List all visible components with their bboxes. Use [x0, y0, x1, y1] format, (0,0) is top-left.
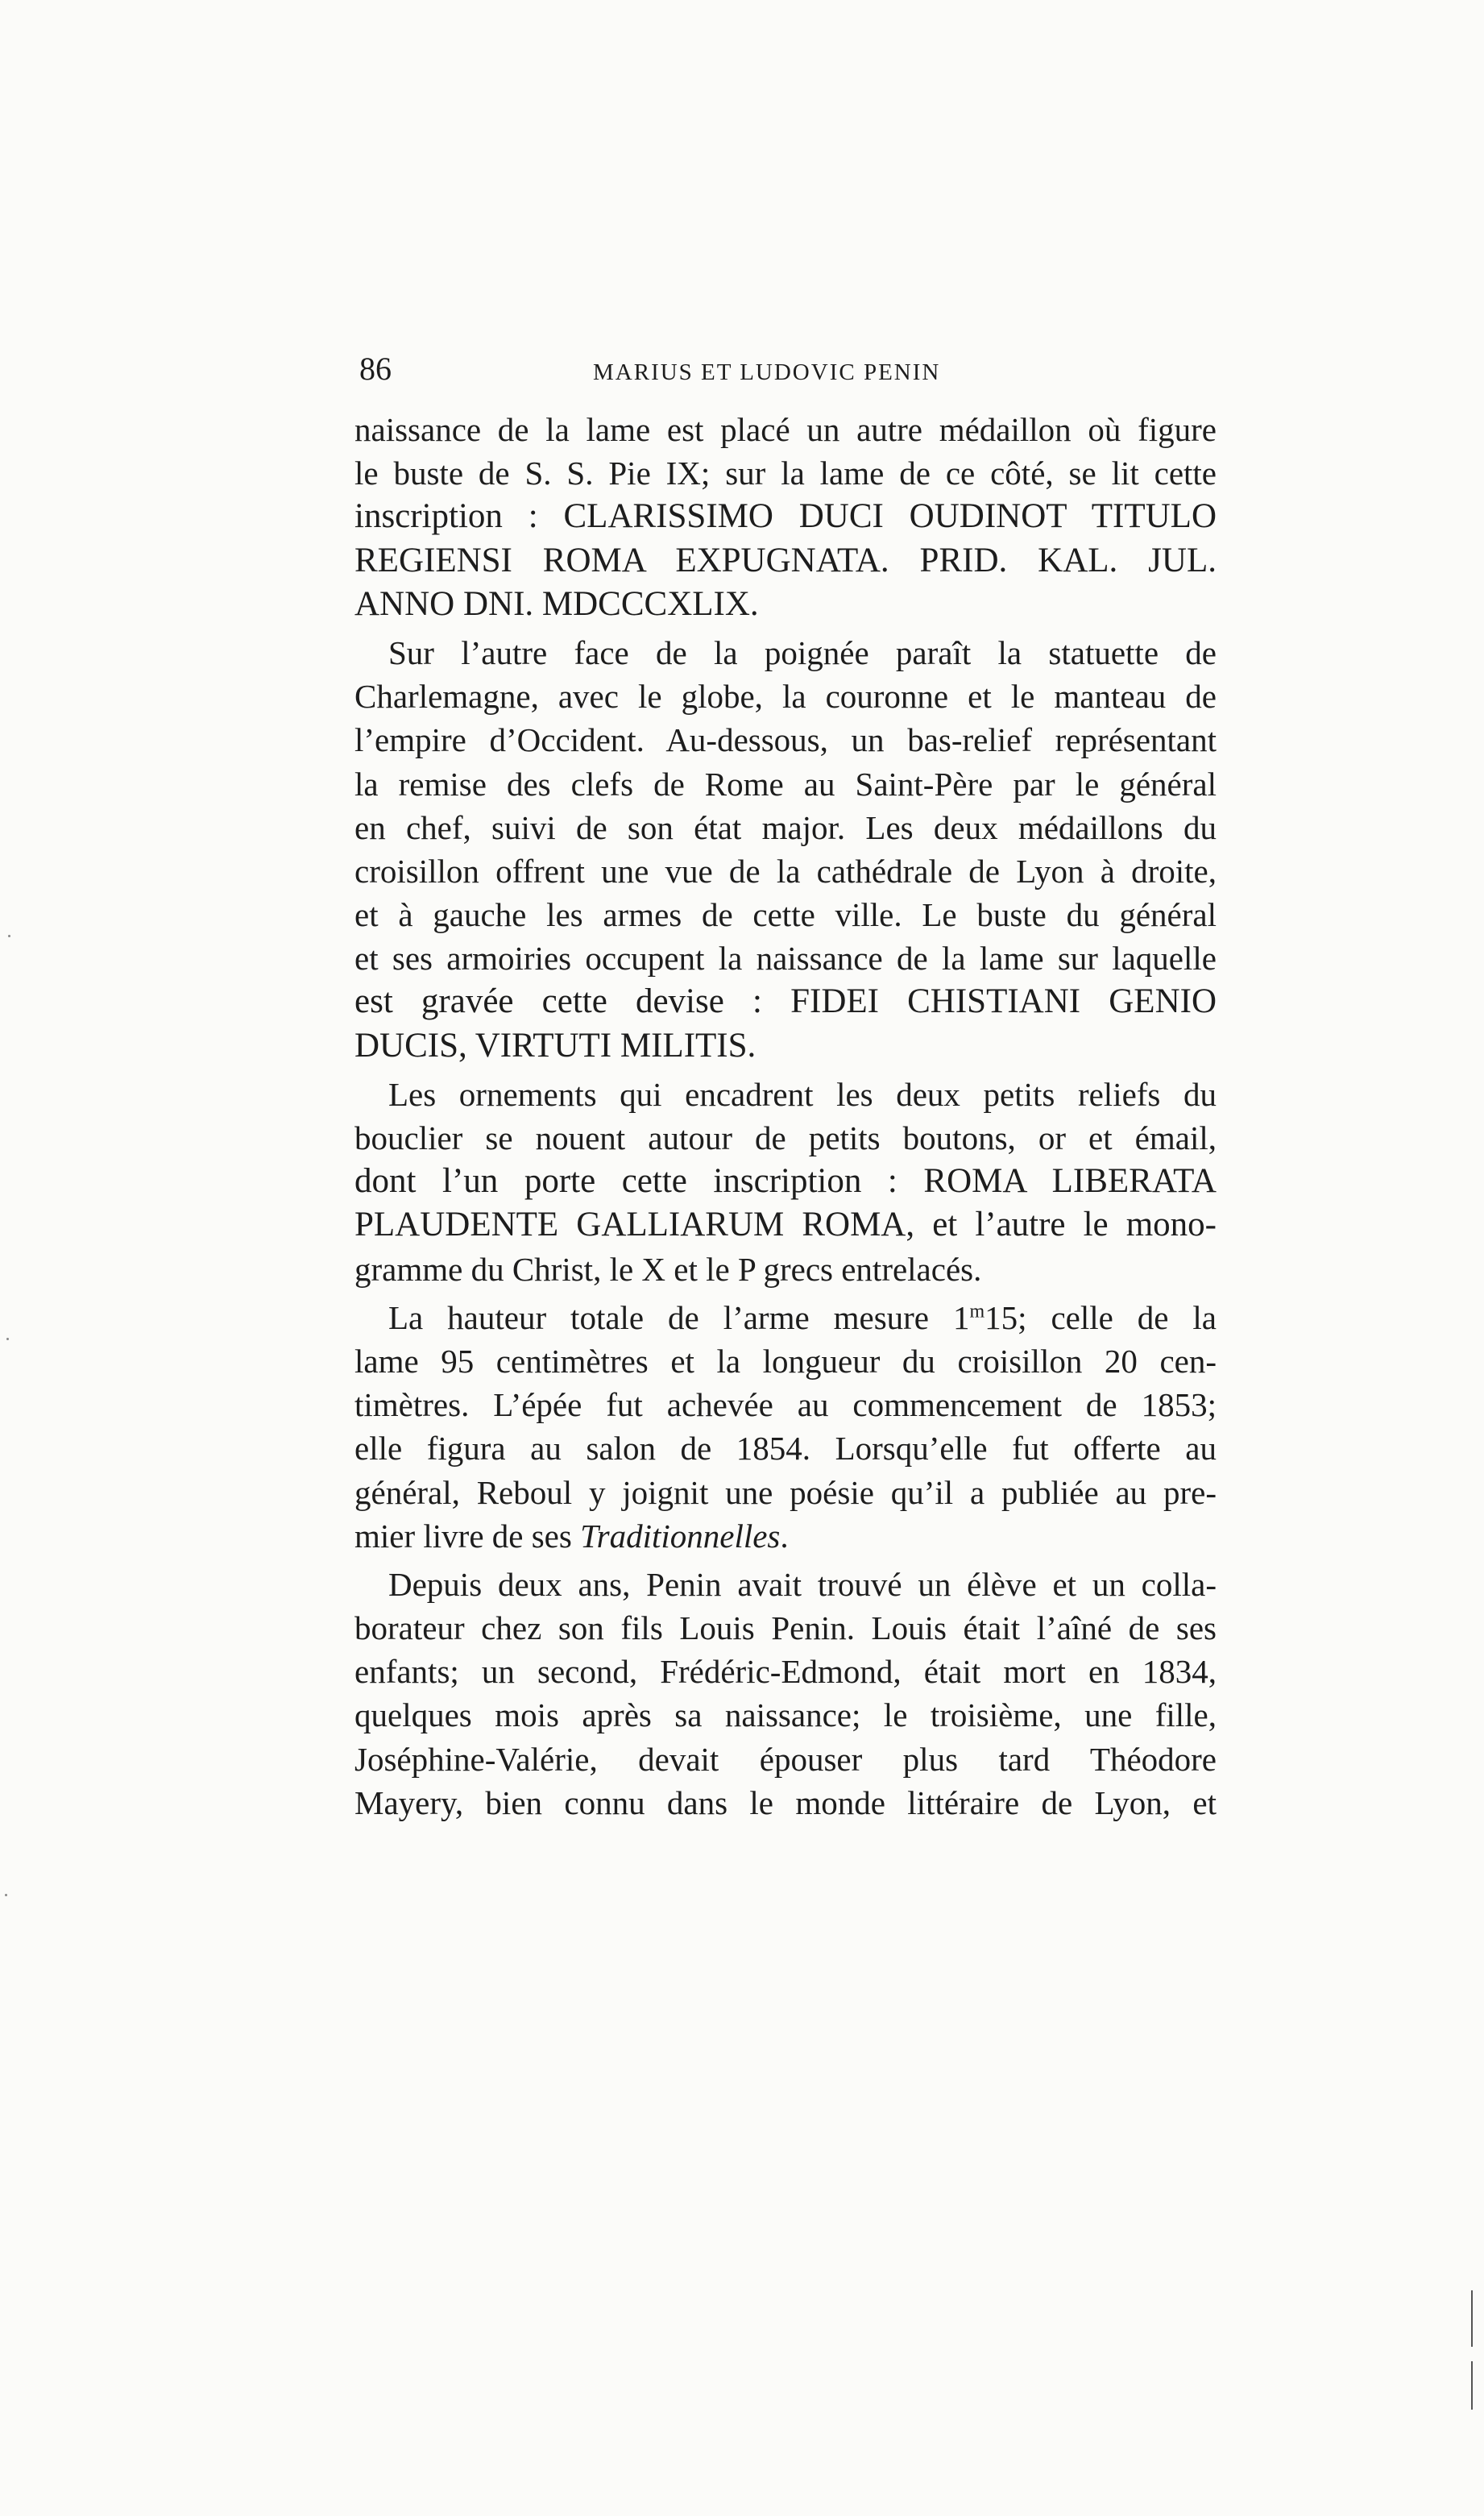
text-line — [354, 1514, 1217, 1558]
unit-superscript: m — [969, 1301, 985, 1322]
text-segment: La hauteur totale de l’arme mesure 1 — [388, 1298, 970, 1336]
text-line: bouclier se nouent autour de petits boutons, or et émail, — [354, 1119, 1217, 1156]
page-header — [359, 345, 1213, 393]
body-text — [354, 408, 1217, 1825]
text-line: la remise des clefs de Rome au Saint-Père par le général — [354, 765, 1217, 803]
text-line: timètres. L’épée fut achevée au commencement de 1853; — [354, 1386, 1217, 1424]
text-line: Les ornements qui encadrent les deux petits reliefs du — [388, 1075, 1217, 1113]
text-line: dont l’un porte cette inscription : ROMA LIBERATA — [354, 1162, 1217, 1201]
text-line: gramme du Christ, le X et le P grecs entrelacés. — [354, 1250, 982, 1288]
text-line: enfants; un second, Frédéric-Edmond, était mort en 1834, — [354, 1653, 1217, 1691]
running-head: MARIUS ET LUDOVIC PENIN — [593, 359, 941, 385]
page-number: 86 — [359, 351, 392, 387]
text-line: REGIENSI ROMA EXPUGNATA. PRID. KAL. JUL. — [354, 541, 1217, 579]
text-line: le buste de S. S. Pie IX; sur la lame de ce côté, se lit cette — [354, 455, 1217, 492]
book-title: Traditionnelles — [580, 1517, 781, 1555]
text-segment: mier livre de ses — [354, 1517, 581, 1555]
scan-speck — [6, 1338, 9, 1340]
text-line: Joséphine-Valérie, devait épouser plus tard Théodore — [354, 1740, 1217, 1778]
text-line: ANNO DNI. MDCCCXLIX. — [354, 584, 759, 623]
text-line — [354, 1296, 1217, 1339]
text-line: borateur chez son fils Louis Penin. Louis était l’aîné de ses — [354, 1609, 1217, 1647]
scan-edge-mark — [1471, 2290, 1473, 2347]
text-line: et ses armoiries occupent la naissance de la lame sur laquelle — [354, 940, 1217, 978]
text-line: naissance de la lame est placé un autre médaillon où figure — [354, 411, 1217, 448]
text-line: Mayery, bien connu dans le monde littéraire de Lyon, et — [354, 1783, 1217, 1821]
text-line: croisillon offrent une vue de la cathédrale de Lyon à droite, — [354, 852, 1217, 890]
text-line: Depuis deux ans, Penin avait trouvé un élève et un colla- — [388, 1565, 1217, 1603]
text-segment: . — [780, 1517, 789, 1555]
text-line: l’empire d’Occident. Au-dessous, un bas-relief représentant — [354, 721, 1217, 759]
text-line: Charlemagne, avec le globe, la couronne et le manteau de — [354, 678, 1217, 716]
text-line: inscription : CLARISSIMO DUCI OUDINOT TITULO — [354, 497, 1217, 536]
text-line: général, Reboul y joignit une poésie qu’il a publiée au pre- — [354, 1473, 1217, 1511]
text-line: et à gauche les armes de cette ville. Le buste du général — [354, 896, 1217, 934]
text-segment: 15; celle de la — [984, 1298, 1217, 1336]
text-line: elle figura au salon de 1854. Lorsqu’elle fut offerte au — [354, 1430, 1217, 1468]
text-line: DUCIS, VIRTUTI MILITIS. — [354, 1026, 757, 1065]
scan-speck — [5, 1894, 7, 1896]
text-line: quelques mois après sa naissance; le troisième, une fille, — [354, 1696, 1217, 1734]
text-line: en chef, suivi de son état major. Les deux médaillons du — [354, 808, 1217, 846]
scan-edge-mark — [1471, 2361, 1473, 2410]
text-line: PLAUDENTE GALLIARUM ROMA, et l’autre le mono- — [354, 1206, 1217, 1244]
scan-speck — [8, 935, 10, 937]
text-line: est gravée cette devise : FIDEI CHISTIANI GENIO — [354, 982, 1217, 1021]
text-line: Sur l’autre face de la poignée paraît la statuette de — [388, 633, 1217, 671]
text-line: lame 95 centimètres et la longueur du croisillon 20 cen- — [354, 1342, 1217, 1380]
